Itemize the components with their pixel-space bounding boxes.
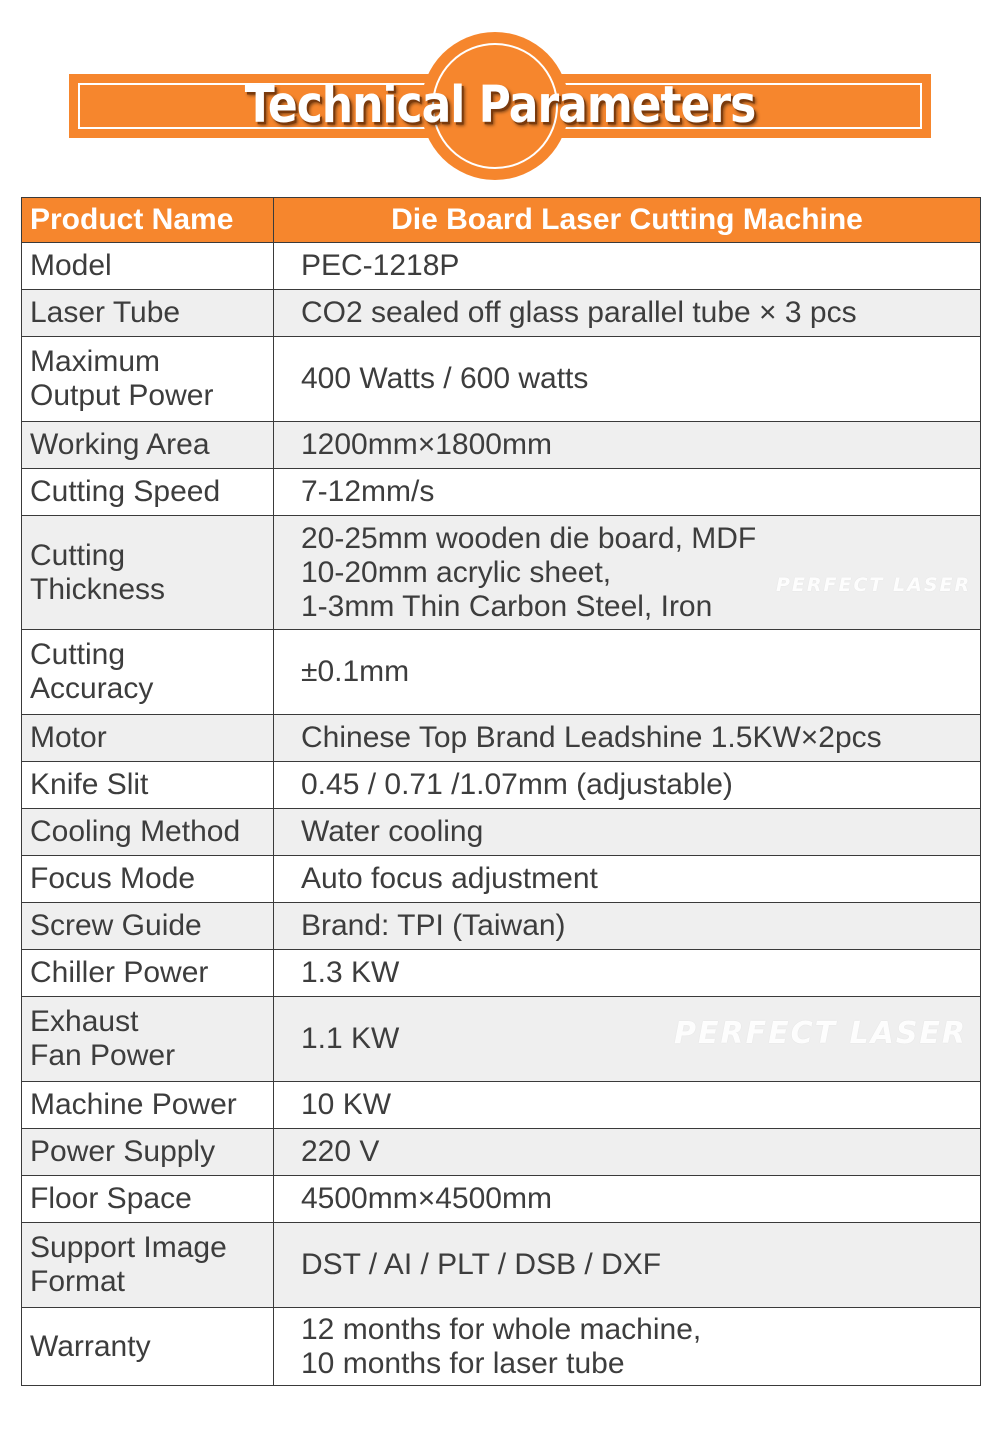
table-row (22, 762, 981, 809)
header-label: Product Name (22, 198, 274, 243)
row-label: Cutting Thickness (22, 516, 274, 630)
row-value: 7-12mm/s (274, 469, 981, 516)
table-row (22, 715, 981, 762)
row-label: Model (22, 243, 274, 290)
row-value: 400 Watts / 600 watts (274, 337, 981, 422)
row-value: 4500mm×4500mm (274, 1176, 981, 1223)
table-row (22, 469, 981, 516)
row-label: Power Supply (22, 1129, 274, 1176)
row-label: Cutting Speed (22, 469, 274, 516)
table-row (22, 1129, 981, 1176)
row-label: Exhaust Fan Power (22, 997, 274, 1082)
table-row (22, 856, 981, 903)
row-label: Cutting Accuracy (22, 630, 274, 715)
row-value: 20-25mm wooden die board, MDF 10-20mm acrylic sheet, 1-3mm Thin Carbon Steel, Iron (274, 516, 981, 630)
table-row (22, 1082, 981, 1129)
table-row (22, 422, 981, 469)
watermark-logo: PERFECT LASER (674, 1016, 968, 1051)
row-label: Support Image Format (22, 1223, 274, 1308)
table-row (22, 243, 981, 290)
row-label: Screw Guide (22, 903, 274, 950)
row-label: Focus Mode (22, 856, 274, 903)
table-row (22, 290, 981, 337)
table-row (22, 950, 981, 997)
table-header-row (22, 198, 981, 243)
page-title: Technical Parameters (244, 76, 756, 135)
row-value: CO2 sealed off glass parallel tube × 3 pcs (274, 290, 981, 337)
row-label: Maximum Output Power (22, 337, 274, 422)
row-label: Machine Power (22, 1082, 274, 1129)
table-row (22, 516, 981, 630)
table-row (22, 630, 981, 715)
row-value: Auto focus adjustment (274, 856, 981, 903)
row-value: DST / AI / PLT / DSB / DXF (274, 1223, 981, 1308)
table-row (22, 1176, 981, 1223)
title-banner (0, 0, 1000, 185)
watermark-logo: PERFECT LASER (776, 574, 972, 596)
row-value: Water cooling (274, 809, 981, 856)
row-value: 1.3 KW (274, 950, 981, 997)
row-label: Warranty (22, 1308, 274, 1386)
row-label: Knife Slit (22, 762, 274, 809)
row-label: Working Area (22, 422, 274, 469)
row-value: PEC-1218P (274, 243, 981, 290)
row-value: Brand: TPI (Taiwan) (274, 903, 981, 950)
row-value: 220 V (274, 1129, 981, 1176)
row-label: Chiller Power (22, 950, 274, 997)
row-value: Chinese Top Brand Leadshine 1.5KW×2pcs (274, 715, 981, 762)
row-value: 0.45 / 0.71 /1.07mm (adjustable) (274, 762, 981, 809)
row-value: 12 months for whole machine, 10 months for laser tube (274, 1308, 981, 1386)
table-row (22, 903, 981, 950)
row-value: ±0.1mm (274, 630, 981, 715)
row-label: Cooling Method (22, 809, 274, 856)
table-row (22, 1308, 981, 1386)
row-label: Floor Space (22, 1176, 274, 1223)
row-value: 1200mm×1800mm (274, 422, 981, 469)
spec-table (21, 197, 981, 1386)
row-value: 1.1 KW (274, 997, 981, 1082)
table-row (22, 1223, 981, 1308)
row-label: Motor (22, 715, 274, 762)
row-value: 10 KW (274, 1082, 981, 1129)
table-row (22, 337, 981, 422)
table-row (22, 809, 981, 856)
row-label: Laser Tube (22, 290, 274, 337)
header-value: Die Board Laser Cutting Machine (274, 198, 981, 243)
